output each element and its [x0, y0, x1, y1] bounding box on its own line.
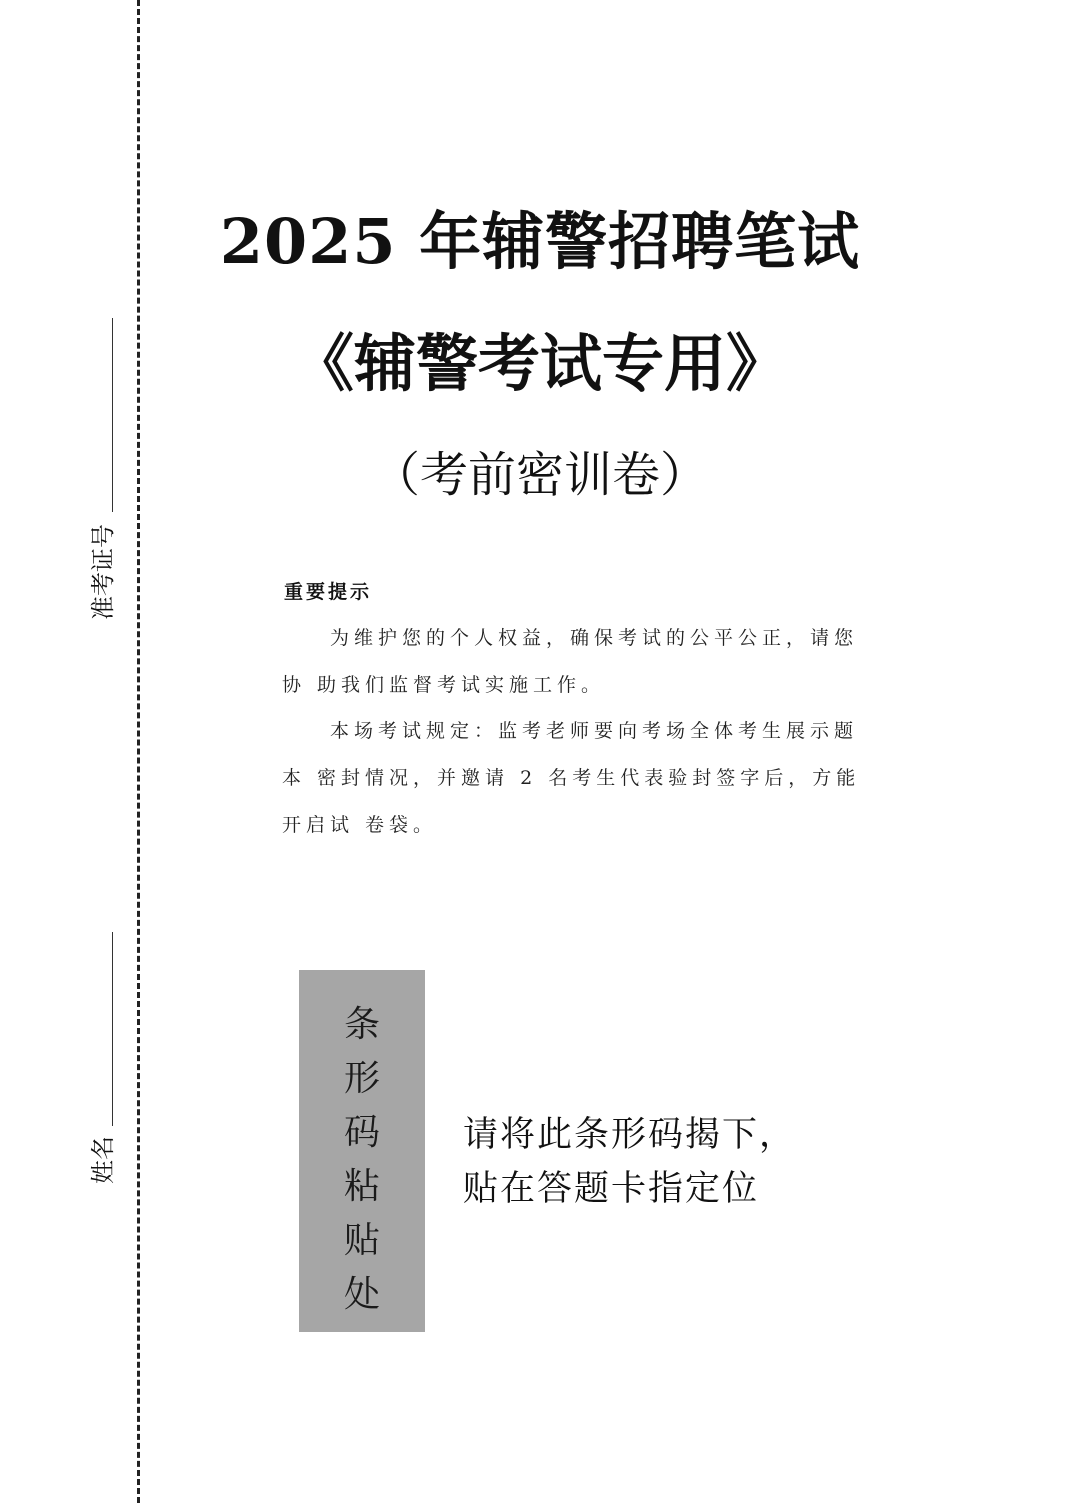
cover-title: 2025 年辅警招聘笔试	[219, 205, 861, 278]
name-label: 姓名	[89, 1136, 117, 1184]
exam-id-label: 准考证号	[89, 524, 117, 620]
barcode-label-char: 条	[343, 1004, 380, 1045]
notice-heading: 重要提示	[284, 581, 373, 603]
notice-paragraph-2: 本场考试规定：监考老师要向考场全体考生展示题本 密封情况，并邀请 2 名考生代表验封签字后，方能开启试 卷袋。	[282, 720, 861, 836]
binding-dashed-line	[137, 0, 140, 1503]
notice-paragraph-1: 为维护您的个人权益，确保考试的公平公正，请您协 助我们监督考试实施工作。	[282, 627, 859, 696]
name-fill-line	[112, 932, 113, 1126]
barcode-label-char: 形	[343, 1058, 380, 1099]
barcode-label-char: 码	[343, 1112, 380, 1153]
barcode-instruction-line-1: 请将此条形码揭下，	[463, 1115, 797, 1155]
barcode-sticker-area	[299, 970, 425, 1332]
barcode-area-label	[299, 998, 425, 1322]
barcode-label-char: 贴	[343, 1220, 380, 1261]
cover-subtitle: 《辅警考试专用》	[291, 327, 788, 400]
cover-subtitle-note: （考前密训卷）	[371, 447, 708, 503]
barcode-instruction	[463, 1108, 796, 1216]
barcode-label-char: 处	[343, 1274, 380, 1315]
barcode-instruction-line-2: 贴在答题卡指定位	[463, 1169, 760, 1209]
barcode-label-char: 粘	[343, 1166, 380, 1207]
exam-id-fill-line	[112, 318, 113, 512]
